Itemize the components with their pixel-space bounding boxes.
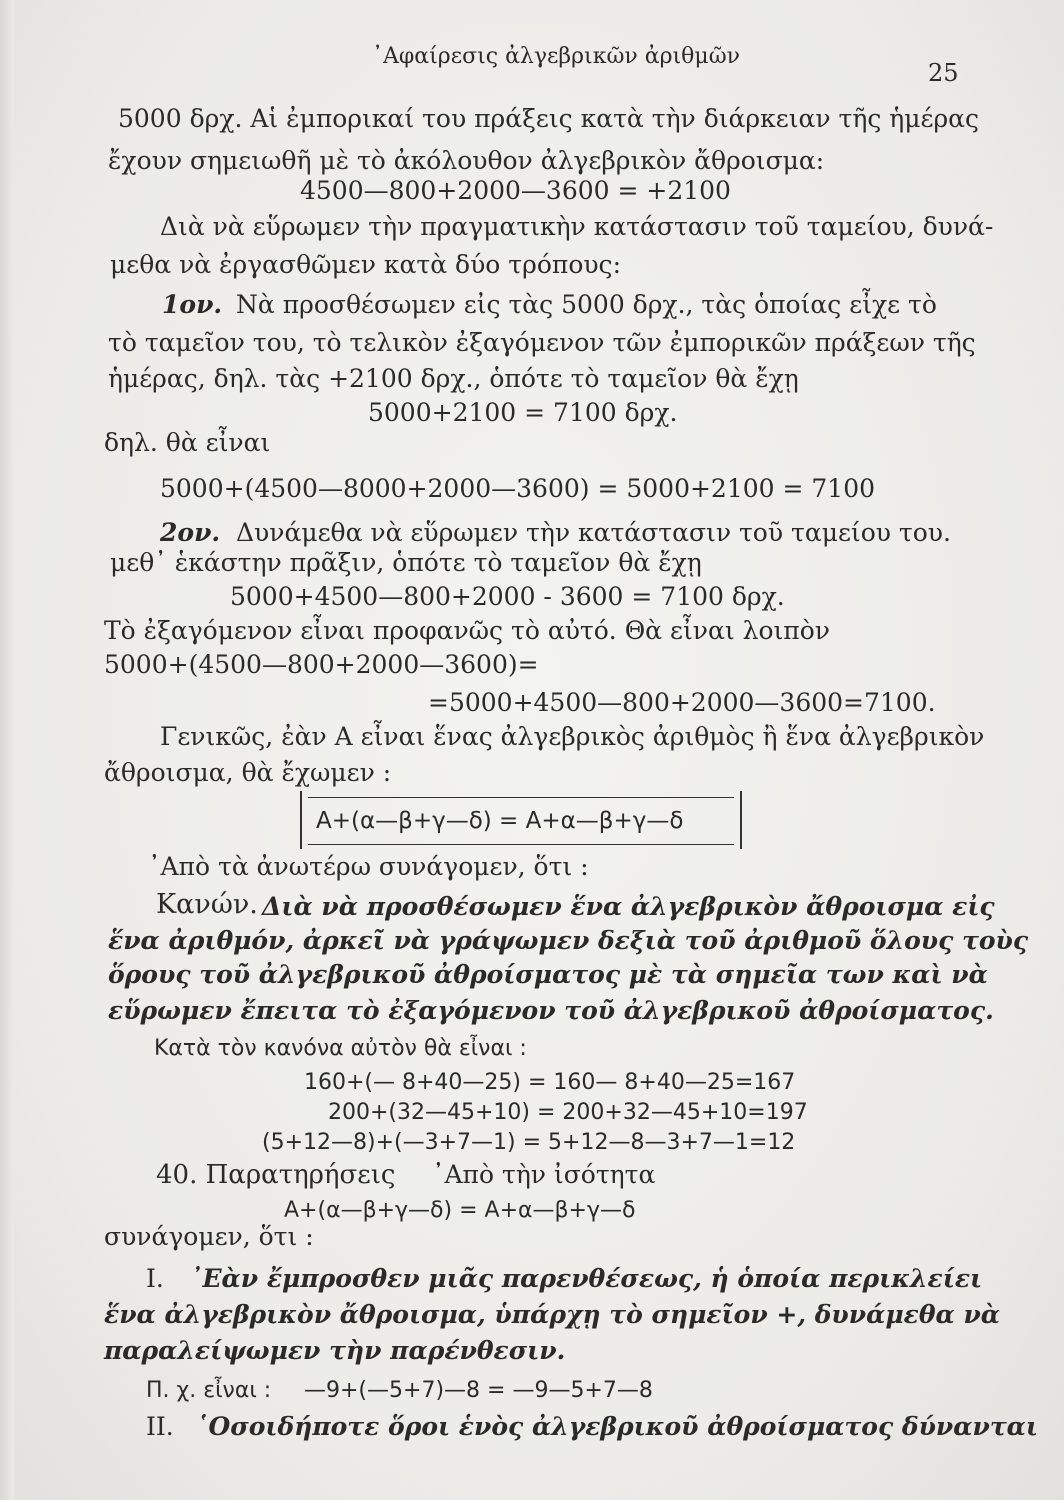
text-line: ἄθροισμα, θὰ ἔχωμεν : (104, 758, 392, 787)
text-line: Διὰ νὰ εὕρωμεν τὴν πραγματικὴν κατάστασιν τοῦ ταμείου, δυνά- (160, 212, 994, 241)
equation: 4500—800+2000—3600 = +2100 (300, 176, 731, 205)
text-line: Δυνάμεθα νὰ εὕρωμεν τὴν κατάστασιν τοῦ ταμείου του. (236, 518, 951, 547)
text-line: μεθ᾽ ἑκάστην πρᾶξιν, ὁπότε τὸ ταμεῖον θὰ ἔχῃ (110, 548, 702, 577)
text-line: ᾿Απὸ τὴν ἰσότητα (432, 1160, 656, 1189)
text-line: Νὰ προσθέσωμεν εἰς τὰς 5000 δρχ., τὰς ὁποίας εἶχε τὸ (236, 290, 937, 319)
boxed-formula (300, 791, 742, 849)
example-label: Π. χ. εἶναι : (146, 1378, 272, 1403)
method-label: 2ον. (160, 518, 221, 547)
section-heading: 40. Παρατηρήσεις (156, 1160, 396, 1190)
rule-text: ἕνα ἀριθμόν, ἀρκεῖ νὰ γράψωμεν δεξιὰ τοῦ ἀριθμοῦ ὅλους τοὺς (108, 926, 1029, 955)
text-line: 5000 δρχ. Αἱ ἐμπορικαί του πράξεις κατὰ τὴν διάρκειαν τῆς ἡμέρας (118, 104, 980, 133)
equation: 5000+2100 = 7100 δρχ. (368, 398, 678, 427)
example-equation: (5+12—8)+(—3+7—1) = 5+12—8—3+7—1=12 (262, 1130, 796, 1155)
rule-text: Διὰ νὰ προσθέσωμεν ἕνα ἀλγεβρικὸν ἄθροισμα εἰς (262, 892, 995, 921)
equation: 5000+(4500—800+2000—3600)= (104, 650, 539, 679)
equation: =5000+4500—800+2000—3600=7100. (428, 688, 936, 717)
equation: 5000+(4500—8000+2000—3600) = 5000+2100 = 7100 (160, 474, 876, 503)
example-equation: 200+(32—45+10) = 200+32—45+10=197 (328, 1100, 808, 1125)
text-line: συνάγομεν, ὅτι : (104, 1222, 314, 1251)
running-header: ᾿Αφαίρεσις ἀλγεβρικῶν ἀριθμῶν (372, 44, 741, 69)
remark-text: παραλείψωμεν τὴν παρένθεσιν. (104, 1336, 566, 1365)
example-equation: 160+(— 8+40—25) = 160— 8+40—25=167 (304, 1070, 796, 1095)
text-line: τὸ ταμεῖον του, τὸ τελικὸν ἐξαγόμενον τῶν ἐμπορικῶν πράξεων τῆς (108, 328, 976, 357)
text-line: Τὸ ἐξαγόμενον εἶναι προφανῶς τὸ αὐτό. Θὰ εἶναι λοιπὸν (104, 616, 830, 645)
remark-text: ῾Οσοιδήποτε ὅροι ἑνὸς ἀλγεβρικοῦ ἀθροίσματος δύνανται (196, 1412, 1039, 1441)
text-line: Γενικῶς, ἐὰν Α εἶναι ἕνας ἀλγεβρικὸς ἀριθμὸς ἢ ἕνα ἀλγεβρικὸν (160, 722, 985, 751)
remark-text: ἕνα ἀλγεβρικὸν ἄθροισμα, ὑπάρχῃ τὸ σημεῖον +, δυνάμεθα νὰ (104, 1300, 1001, 1329)
text-line: μεθα νὰ ἐργασθῶμεν κατὰ δύο τρόπους: (110, 250, 621, 279)
text-line: δηλ. θὰ εἶναι (104, 428, 271, 457)
equation: Α+(α—β+γ—δ) = Α+α—β+γ—δ (284, 1198, 636, 1223)
remark-label: ΙΙ. (146, 1412, 174, 1441)
rule-label: Κανών. (156, 889, 258, 920)
rule-text: ὅρους τοῦ ἀλγεβρικοῦ ἀθροίσματος μὲ τὰ σημεῖα των καὶ νὰ (108, 960, 988, 989)
method-label: 1ον. (162, 290, 223, 319)
boxed-formula-text: Α+(α—β+γ—δ) = Α+α—β+γ—δ (316, 808, 684, 834)
page-number: 25 (928, 59, 959, 87)
text-line: Κατὰ τὸν κανόνα αὐτὸν θὰ εἶναι : (154, 1036, 527, 1061)
equation: 5000+4500—800+2000 - 3600 = 7100 δρχ. (230, 582, 785, 611)
rule-text: εὕρωμεν ἔπειτα τὸ ἐξαγόμενον τοῦ ἀλγεβρικοῦ ἀθροίσματος. (108, 996, 994, 1025)
remark-text: ᾿Εὰν ἔμπροσθεν μιᾶς παρενθέσεως, ἡ ὁποία περικλείει (190, 1264, 983, 1293)
text-line: ἔχουν σημειωθῆ μὲ τὸ ἀκόλουθον ἀλγεβρικὸν ἄθροισμα: (108, 146, 825, 175)
example-equation: —9+(—5+7)—8 = —9—5+7—8 (304, 1378, 653, 1403)
remark-label: Ι. (146, 1264, 164, 1293)
page-binding-edge (0, 0, 14, 1500)
text-line: ᾿Απὸ τὰ ἀνωτέρω συνάγομεν, ὅτι : (148, 852, 589, 881)
text-line: ἡμέρας, δηλ. τὰς +2100 δρχ., ὁπότε τὸ ταμεῖον θὰ ἔχῃ (108, 364, 799, 393)
